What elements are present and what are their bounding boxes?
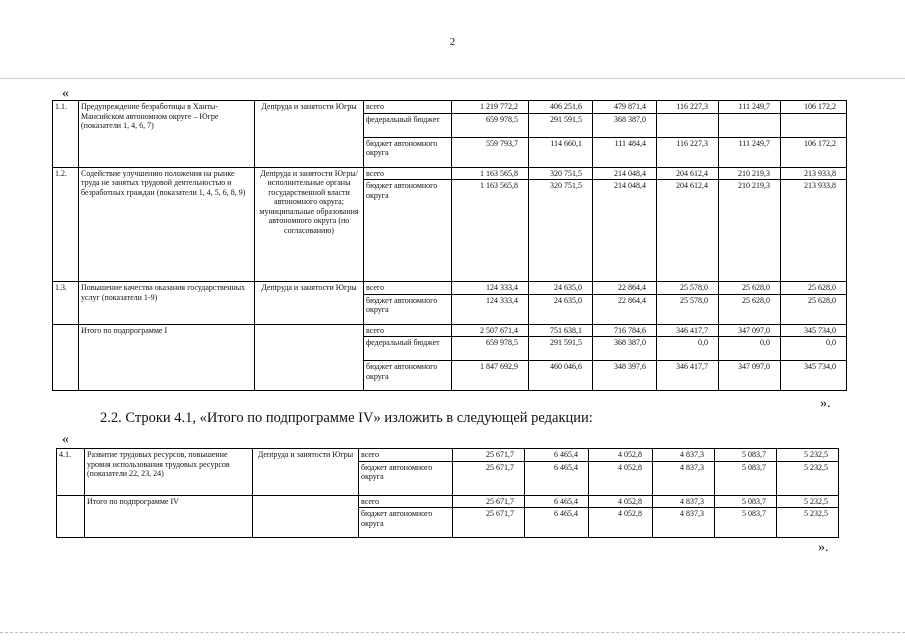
amount-cell: 25 628,0 (719, 294, 781, 324)
amount-cell: 347 097,0 (719, 361, 781, 391)
section-heading: 2.2. Строки 4.1, «Итого по подпрограмме IV» изложить в следующей редакции: (100, 410, 593, 426)
amount-cell: 0,0 (781, 337, 847, 361)
amount-cell: 214 048,4 (593, 180, 657, 282)
footer-rule (0, 632, 905, 633)
amount-cell: 345 734,0 (781, 361, 847, 391)
amount-cell: 4 052,8 (589, 449, 653, 462)
funding-source: всего (359, 449, 453, 462)
amount-cell: 106 172,2 (781, 101, 847, 114)
row-executor (253, 495, 359, 538)
row-index: 1.1. (53, 101, 79, 168)
amount-cell: 25 628,0 (781, 294, 847, 324)
amount-cell: 346 417,7 (657, 361, 719, 391)
row-index: 1.2. (53, 167, 79, 282)
page-number: 2 (449, 36, 456, 48)
amount-cell: 116 227,3 (657, 137, 719, 167)
amount-cell: 716 784,6 (593, 324, 657, 337)
row-executor (255, 324, 364, 391)
funding-source: федеральный бюджет (364, 337, 452, 361)
amount-cell: 659 978,5 (452, 337, 529, 361)
row-name: Содействие улучшению положения на рынке труда не занятых трудовой деятельностью и безработных граждан (показатели 1, 4, 5, 6, 8, 9) (79, 167, 255, 282)
amount-cell: 213 933,8 (781, 167, 847, 180)
amount-cell: 22 864,4 (593, 282, 657, 295)
amount-cell: 1 219 772,2 (452, 101, 529, 114)
amount-cell: 1 163 565,8 (452, 167, 529, 180)
amount-cell: 25 671,7 (453, 449, 525, 462)
amount-cell: 5 232,5 (777, 508, 839, 538)
amount-cell: 346 417,7 (657, 324, 719, 337)
funding-source: всего (364, 282, 452, 295)
amount-cell: 2 507 671,4 (452, 324, 529, 337)
open-quote-2: « (62, 432, 69, 447)
open-quote-1: « (62, 86, 69, 101)
amount-cell: 4 052,8 (589, 461, 653, 495)
amount-cell: 6 465,4 (525, 508, 589, 538)
amount-cell: 111 249,7 (719, 137, 781, 167)
amount-cell: 114 660,1 (529, 137, 593, 167)
amount-cell: 348 397,6 (593, 361, 657, 391)
funding-source: бюджет автономного округа (364, 294, 452, 324)
amount-cell: 5 232,5 (777, 495, 839, 508)
amount-cell: 6 465,4 (525, 495, 589, 508)
amount-cell: 106 172,2 (781, 137, 847, 167)
amount-cell (719, 113, 781, 137)
table-row (53, 167, 847, 180)
row-name: Итого по подпрограмме I (79, 324, 255, 391)
amount-cell: 1 847 692,9 (452, 361, 529, 391)
header-rule (0, 78, 905, 79)
amount-cell: 406 251,6 (529, 101, 593, 114)
table-row (57, 495, 839, 508)
amount-cell: 460 046,6 (529, 361, 593, 391)
amount-cell: 751 638,1 (529, 324, 593, 337)
funding-source: всего (364, 324, 452, 337)
funding-source: бюджет автономного округа (364, 180, 452, 282)
amount-cell: 4 052,8 (589, 495, 653, 508)
amount-cell: 214 048,4 (593, 167, 657, 180)
funding-source: бюджет автономного округа (364, 361, 452, 391)
amount-cell: 0,0 (719, 337, 781, 361)
amount-cell: 204 612,4 (657, 167, 719, 180)
amount-cell: 659 978,5 (452, 113, 529, 137)
table-row (53, 282, 847, 295)
amount-cell: 204 612,4 (657, 180, 719, 282)
row-index (57, 495, 85, 538)
table-row (53, 324, 847, 337)
amount-cell (657, 113, 719, 137)
row-name: Развитие трудовых ресурсов, повышение уровня использования трудовых ресурсов (показатели 22, 23, 24) (85, 449, 253, 496)
amount-cell: 25 628,0 (781, 282, 847, 295)
amount-cell: 25 578,0 (657, 282, 719, 295)
row-index (53, 324, 79, 391)
funding-source: федеральный бюджет (364, 113, 452, 137)
table-subprogram-1 (52, 100, 847, 391)
close-quote-2: ». (818, 540, 829, 555)
row-executor: Депtруда и занятости Югры (253, 449, 359, 496)
row-index: 4.1. (57, 449, 85, 496)
amount-cell: 291 591,5 (529, 113, 593, 137)
amount-cell: 5 232,5 (777, 461, 839, 495)
funding-source: бюджет автономного округа (364, 137, 452, 167)
funding-source: всего (364, 101, 452, 114)
funding-source: бюджет автономного округа (359, 508, 453, 538)
amount-cell: 4 837,3 (653, 508, 715, 538)
amount-cell: 559 793,7 (452, 137, 529, 167)
amount-cell: 24 635,0 (529, 282, 593, 295)
amount-cell: 210 219,3 (719, 167, 781, 180)
amount-cell: 124 333,4 (452, 294, 529, 324)
amount-cell: 4 837,3 (653, 495, 715, 508)
row-executor: Депtруда и занятости Югры/исполнительные органы государственной власти автономного округа; муниципальные образования автономного округа (по согласованию) (255, 167, 364, 282)
funding-source: бюджет автономного округа (359, 461, 453, 495)
amount-cell: 479 871,4 (593, 101, 657, 114)
amount-cell: 320 751,5 (529, 167, 593, 180)
amount-cell: 1 163 565,8 (452, 180, 529, 282)
amount-cell: 25 628,0 (719, 282, 781, 295)
funding-source: всего (364, 167, 452, 180)
amount-cell: 210 219,3 (719, 180, 781, 282)
amount-cell: 347 097,0 (719, 324, 781, 337)
amount-cell: 5 232,5 (777, 449, 839, 462)
row-name: Предупреждение безработицы в Ханты-Мансийском автономном округе – Югре (показатели 1, 4, 6, 7) (79, 101, 255, 168)
amount-cell: 6 465,4 (525, 461, 589, 495)
amount-cell: 0,0 (657, 337, 719, 361)
amount-cell: 5 083,7 (715, 495, 777, 508)
row-index: 1.3. (53, 282, 79, 325)
amount-cell: 25 671,7 (453, 508, 525, 538)
amount-cell: 213 933,8 (781, 180, 847, 282)
amount-cell: 111 249,7 (719, 101, 781, 114)
amount-cell: 345 734,0 (781, 324, 847, 337)
amount-cell: 4 837,3 (653, 449, 715, 462)
amount-cell: 5 083,7 (715, 449, 777, 462)
close-quote-1: ». (820, 396, 831, 411)
amount-cell (781, 113, 847, 137)
row-executor: Депtруда и занятости Югры (255, 282, 364, 325)
amount-cell: 111 484,4 (593, 137, 657, 167)
amount-cell: 368 387,0 (593, 113, 657, 137)
amount-cell: 5 083,7 (715, 508, 777, 538)
amount-cell: 25 578,0 (657, 294, 719, 324)
amount-cell: 124 333,4 (452, 282, 529, 295)
amount-cell: 25 671,7 (453, 495, 525, 508)
row-name: Итого по подпрограмме IV (85, 495, 253, 538)
amount-cell: 5 083,7 (715, 461, 777, 495)
table-subprogram-4 (56, 448, 839, 538)
amount-cell: 116 227,3 (657, 101, 719, 114)
table-row (53, 101, 847, 114)
amount-cell: 24 635,0 (529, 294, 593, 324)
amount-cell: 291 591,5 (529, 337, 593, 361)
amount-cell: 368 387,0 (593, 337, 657, 361)
table-row (57, 449, 839, 462)
funding-source: всего (359, 495, 453, 508)
row-name: Повышение качества оказания государственных услуг (показатели 1-9) (79, 282, 255, 325)
amount-cell: 25 671,7 (453, 461, 525, 495)
amount-cell: 6 465,4 (525, 449, 589, 462)
amount-cell: 4 052,8 (589, 508, 653, 538)
amount-cell: 22 864,4 (593, 294, 657, 324)
row-executor: Депtруда и занятости Югры (255, 101, 364, 168)
amount-cell: 4 837,3 (653, 461, 715, 495)
amount-cell: 320 751,5 (529, 180, 593, 282)
